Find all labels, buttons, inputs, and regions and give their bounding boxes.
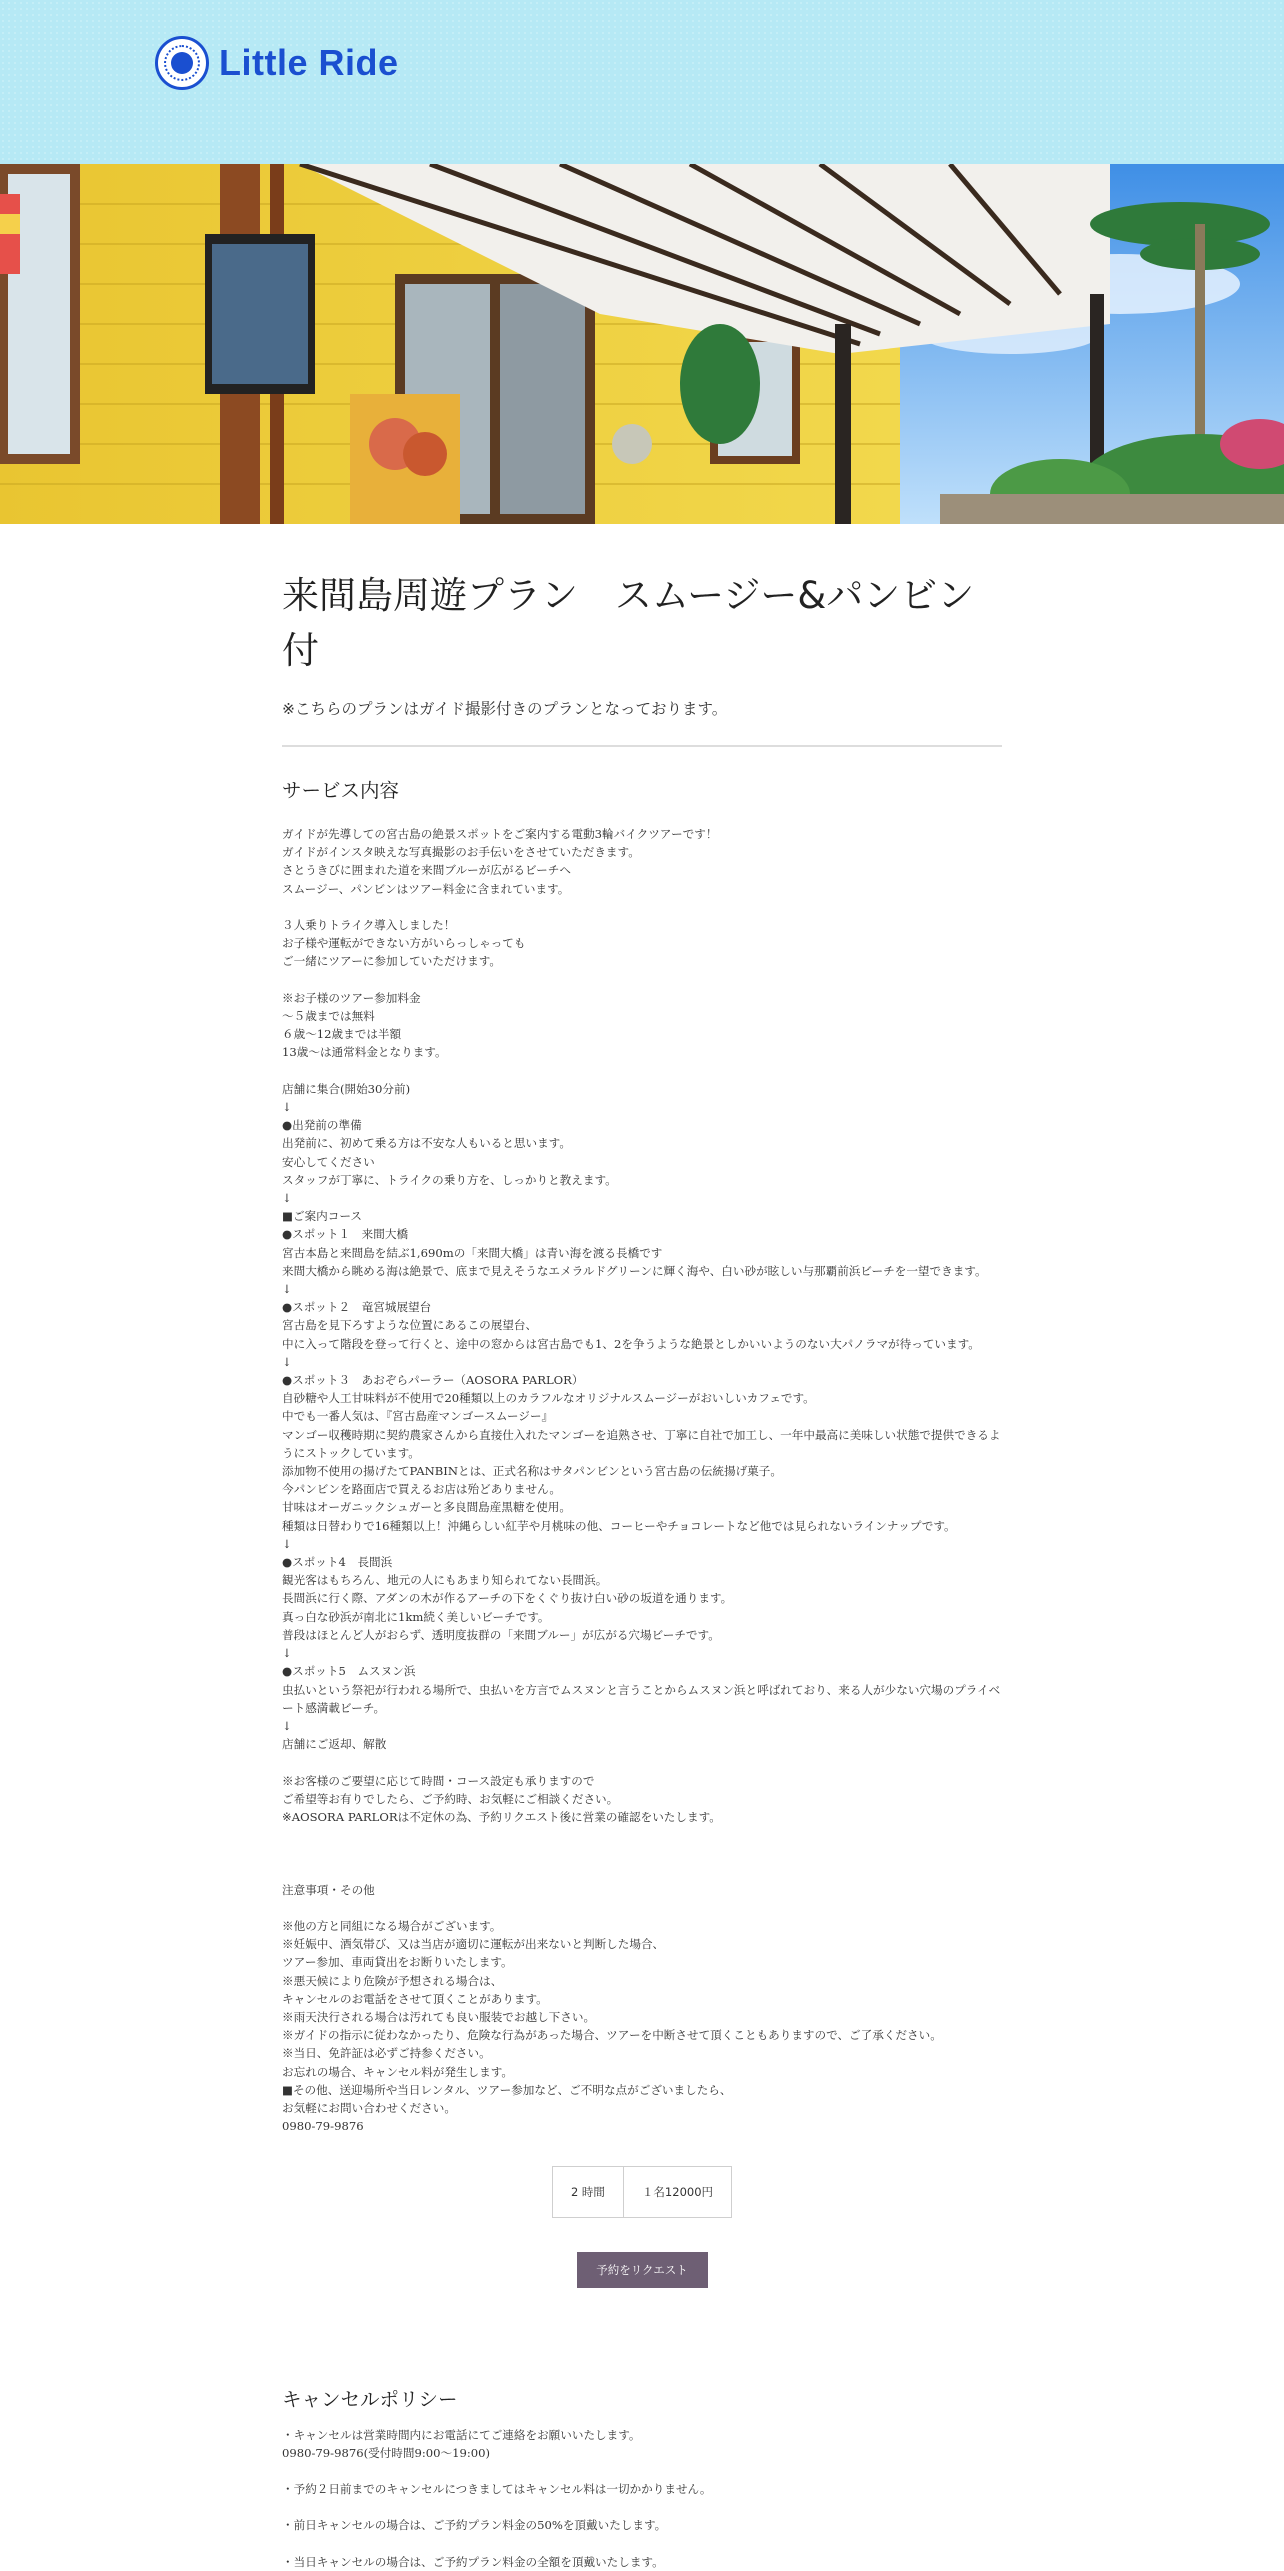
text-line: ・前日キャンセルの場合は、ご予約プラン料金の50%を頂戴いたします。 <box>282 2516 1002 2534</box>
text-line <box>282 1844 1002 1862</box>
plan-title: 来間島周遊プラン スムージー&パンビン付 <box>282 568 1002 678</box>
text-line: ３人乗りトライク導入しました！ <box>282 916 1002 934</box>
text-line <box>282 2462 1002 2480</box>
duration-label: 2 時間 <box>553 2167 623 2217</box>
cancel-policy-text <box>282 2426 1002 2571</box>
plan-subtitle: ※こちらのプランはガイド撮影付きのプランとなっております。 <box>282 698 1002 720</box>
text-line: ↓ <box>282 1644 1002 1662</box>
text-line: 安心してください <box>282 1153 1002 1171</box>
text-line: ※ガイドの指示に従わなかったり、危険な行為があった場合、ツアーを中断させて頂くこともありますので、ご了承ください。 <box>282 2026 1002 2044</box>
text-line: お忘れの場合、キャンセル料が発生します。 <box>282 2063 1002 2081</box>
divider <box>282 745 1002 747</box>
text-line: ※お子様のツアー参加料金 <box>282 989 1002 1007</box>
logo-badge-icon <box>155 36 209 90</box>
text-line: 注意事項・その他 <box>282 1881 1002 1899</box>
text-line: ※AOSORA PARLORは不定休の為、予約リクエスト後に営業の確認をいたします。 <box>282 1808 1002 1826</box>
text-line: ６歳〜12歳までは半額 <box>282 1025 1002 1043</box>
text-line: キャンセルのお電話をさせて頂くことがあります。 <box>282 1990 1002 2008</box>
text-line: 添加物不使用の揚げたてPANBINとは、正式名称はサタパンビンという宮古島の伝統揚げ菓子。 <box>282 1462 1002 1480</box>
text-line: 〜５歳までは無料 <box>282 1007 1002 1025</box>
site-logo[interactable] <box>155 36 399 90</box>
text-line: 0980-79-9876 <box>282 2117 1002 2135</box>
text-line: ●出発前の準備 <box>282 1116 1002 1134</box>
text-line: 宮古本島と来間島を結ぶ1,690mの「来間大橋」は青い海を渡る長橋です <box>282 1244 1002 1262</box>
logo-text: Little Ride <box>219 42 399 84</box>
text-line: 出発前に、初めて乗る方は不安な人もいると思います。 <box>282 1134 1002 1152</box>
text-line <box>282 898 1002 916</box>
text-line: ご希望等お有りでしたら、ご予約時、お気軽にご相談ください。 <box>282 1790 1002 1808</box>
text-line: 0980-79-9876(受付時間9:00〜19:00) <box>282 2444 1002 2462</box>
text-line: 中に入って階段を登って行くと、途中の窓からは宮古島でも1、2を争うような絶景としかいいようのない大パノラマが待っています。 <box>282 1335 1002 1353</box>
text-line <box>282 1862 1002 1880</box>
text-line: ※妊娠中、酒気帯び、又は当店が適切に運転が出来ないと判断した場合、 <box>282 1935 1002 1953</box>
text-line: スムージー、パンビンはツアー料金に含まれています。 <box>282 880 1002 898</box>
text-line: ガイドがインスタ映えな写真撮影のお手伝いをさせていただきます。 <box>282 843 1002 861</box>
text-line: ↓ <box>282 1535 1002 1553</box>
text-line: ※他の方と同組になる場合がございます。 <box>282 1917 1002 1935</box>
text-line: ↓ <box>282 1280 1002 1298</box>
hero-photo <box>0 164 1284 524</box>
service-description <box>282 825 1002 2136</box>
text-line: ●スポット３ あおぞらパーラー（AOSORA PARLOR） <box>282 1371 1002 1389</box>
text-line <box>282 2498 1002 2516</box>
text-line <box>282 1826 1002 1844</box>
text-line: 宮古島を見下ろすような位置にあるこの展望台、 <box>282 1316 1002 1334</box>
text-line <box>282 1753 1002 1771</box>
text-line: マンゴー収穫時期に契約農家さんから直接仕入れたマンゴーを追熟させ、丁寧に自社で加工し、一年中最高に美味しい状態で提供できるようにストックしています。 <box>282 1426 1002 1462</box>
text-line: ツアー参加、車両貸出をお断りいたします。 <box>282 1953 1002 1971</box>
text-line: お気軽にお問い合わせください。 <box>282 2099 1002 2117</box>
request-booking-button[interactable]: 予約をリクエスト <box>577 2252 708 2288</box>
text-line: 中でも一番人気は、『宮古島産マンゴースムージー』 <box>282 1407 1002 1425</box>
text-line: ↓ <box>282 1353 1002 1371</box>
text-line: 来間大橋から眺める海は絶景で、底まで見えそうなエメラルドグリーンに輝く海や、白い砂が眩しい与那覇前浜ビーチを一望できます。 <box>282 1262 1002 1280</box>
text-line: 長間浜に行く際、アダンの木が作るアーチの下をくぐり抜け白い砂の坂道を通ります。 <box>282 1589 1002 1607</box>
text-line: 店舗に集合(開始30分前) <box>282 1080 1002 1098</box>
text-line: 虫払いという祭祀が行われる場所で、虫払いを方言でムスヌンと言うことからムスヌン浜と呼ばれており、来る人が少ない穴場のプライベート感満載ビーチ。 <box>282 1681 1002 1717</box>
price-label: １名12000円 <box>623 2167 731 2217</box>
text-line: ■その他、送迎場所や当日レンタル、ツアー参加など、ご不明な点がございましたら、 <box>282 2081 1002 2099</box>
text-line: さとうきびに囲まれた道を来間ブルーが広がるビーチへ <box>282 861 1002 879</box>
text-line: 自砂糖や人工甘味料が不使用で20種類以上のカラフルなオリジナルスムージーがおいしいカフェです。 <box>282 1389 1002 1407</box>
text-line: ※雨天決行される場合は汚れても良い服装でお越し下さい。 <box>282 2008 1002 2026</box>
text-line: 観光客はもちろん、地元の人にもあまり知られてない長間浜。 <box>282 1571 1002 1589</box>
text-line: ・当日キャンセルの場合は、ご予約プラン料金の全額を頂戴いたします。 <box>282 2553 1002 2571</box>
text-line: ●スポット4 長間浜 <box>282 1553 1002 1571</box>
text-line: 今パンビンを路面店で買えるお店は殆どありません。 <box>282 1480 1002 1498</box>
text-line <box>282 971 1002 989</box>
text-line: 13歳〜は通常料金となります。 <box>282 1043 1002 1061</box>
text-line: 真っ白な砂浜が南北に1km続く美しいビーチです。 <box>282 1608 1002 1626</box>
plan-content <box>282 568 1002 2571</box>
text-line: 種類は日替わりで16種類以上！沖縄らしい紅芋や月桃味の他、コーヒーやチョコレートなど他では見られないラインナップです。 <box>282 1517 1002 1535</box>
text-line: 普段はほとんど人がおらず、透明度抜群の「来間ブルー」が広がる穴場ビーチです。 <box>282 1626 1002 1644</box>
text-line: お子様や運転ができない方がいらっしゃっても <box>282 934 1002 952</box>
text-line: スタッフが丁寧に、トライクの乗り方を、しっかりと教えます。 <box>282 1171 1002 1189</box>
text-line: ■ご案内コース <box>282 1207 1002 1225</box>
text-line: ↓ <box>282 1717 1002 1735</box>
text-line: ※悪天候により危険が予想される場合は、 <box>282 1972 1002 1990</box>
text-line: 店舗にご返却、解散 <box>282 1735 1002 1753</box>
text-line: ↓ <box>282 1098 1002 1116</box>
text-line: ●スポット１ 来間大橋 <box>282 1225 1002 1243</box>
booking-info <box>282 2166 1002 2218</box>
text-line: 甘味はオーガニックシュガーと多良間島産黒糖を使用。 <box>282 1498 1002 1516</box>
text-line: ご一緒にツアーに参加していただけます。 <box>282 952 1002 970</box>
text-line <box>282 2535 1002 2553</box>
site-header <box>0 0 1284 164</box>
text-line: ↓ <box>282 1189 1002 1207</box>
booking-info-box <box>552 2166 732 2218</box>
text-line: ガイドが先導しての宮古島の絶景スポットをご案内する電動3輪バイクツアーです！ <box>282 825 1002 843</box>
text-line: ※お客様のご要望に応じて時間・コース設定も承りますので <box>282 1772 1002 1790</box>
cancel-policy-heading: キャンセルポリシー <box>282 2386 1002 2414</box>
service-heading: サービス内容 <box>282 777 1002 805</box>
text-line <box>282 1899 1002 1917</box>
text-line: ※当日、免許証は必ずご持参ください。 <box>282 2044 1002 2062</box>
text-line <box>282 1062 1002 1080</box>
text-line: ・キャンセルは営業時間内にお電話にてご連絡をお願いいたします。 <box>282 2426 1002 2444</box>
text-line: ・予約２日前までのキャンセルにつきましてはキャンセル料は一切かかりません。 <box>282 2480 1002 2498</box>
text-line: ●スポット２ 竜宮城展望台 <box>282 1298 1002 1316</box>
text-line: ●スポット5 ムスヌン浜 <box>282 1662 1002 1680</box>
